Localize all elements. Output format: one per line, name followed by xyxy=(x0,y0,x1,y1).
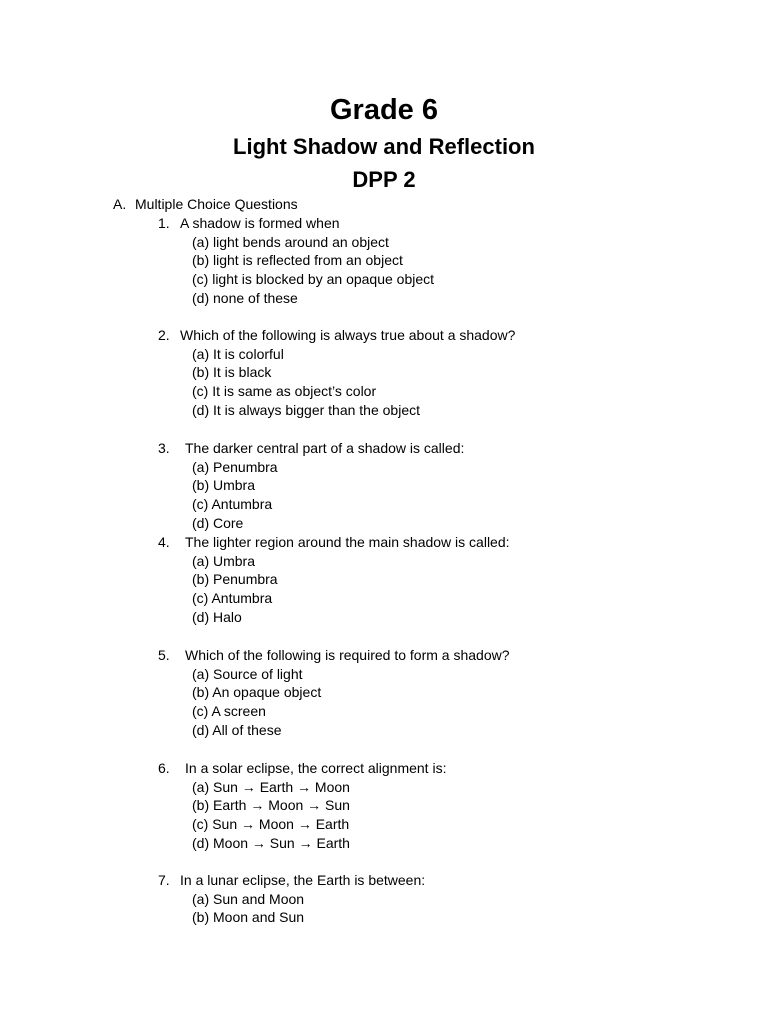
option: (b) It is black xyxy=(192,364,272,381)
question-4 xyxy=(158,533,510,627)
option: (c) It is same as object’s color xyxy=(192,383,377,400)
option: (c) light is blocked by an opaque object xyxy=(192,271,435,288)
option: (c) Sun → Moon → Earth xyxy=(192,816,350,833)
option: (b) Moon and Sun xyxy=(192,909,305,926)
option: (a) Sun → Earth → Moon xyxy=(192,778,350,795)
question-number: 5. xyxy=(158,647,170,663)
option-list xyxy=(158,778,446,853)
question-1 xyxy=(158,214,434,308)
option: (a) Penumbra xyxy=(192,458,278,475)
option: (b) Umbra xyxy=(192,477,256,494)
option: (d) none of these xyxy=(192,289,298,306)
option: (c) Antumbra xyxy=(192,590,273,607)
option: (b) An opaque object xyxy=(192,684,322,701)
option: (a) light bends around an object xyxy=(192,233,389,250)
question-number: 3. xyxy=(158,440,170,456)
section-heading xyxy=(113,195,298,213)
option: (b) light is reflected from an object xyxy=(192,252,403,269)
page-title: Grade 6 xyxy=(330,94,438,126)
option-list xyxy=(158,458,464,533)
option-list xyxy=(158,665,510,740)
option-list xyxy=(158,233,434,308)
question-text: A shadow is formed when xyxy=(180,215,340,231)
question-text: Which of the following is required to form a shadow? xyxy=(185,647,510,663)
question-2 xyxy=(158,326,515,420)
option: (b) Penumbra xyxy=(192,571,278,588)
option-list xyxy=(158,345,515,420)
section-letter: A. xyxy=(113,196,127,212)
question-text: In a solar eclipse, the correct alignment is: xyxy=(185,760,447,776)
question-text: The lighter region around the main shadow is called: xyxy=(185,534,510,550)
question-number: 2. xyxy=(158,327,170,343)
question-number: 1. xyxy=(158,215,170,231)
set-title: DPP 2 xyxy=(352,167,416,192)
question-text: Which of the following is always true about a shadow? xyxy=(180,327,516,343)
option: (a) Umbra xyxy=(192,552,256,569)
question-number: 6. xyxy=(158,760,170,776)
question-text: In a lunar eclipse, the Earth is between: xyxy=(180,872,426,888)
option: (a) It is colorful xyxy=(192,345,284,362)
question-7 xyxy=(158,871,425,927)
option: (b) Earth → Moon → Sun xyxy=(192,797,350,814)
question-6 xyxy=(158,759,446,853)
option: (d) All of these xyxy=(192,721,282,738)
option-list xyxy=(158,890,425,927)
option: (d) Core xyxy=(192,514,244,531)
question-3 xyxy=(158,439,464,533)
option: (a) Source of light xyxy=(192,665,303,682)
question-5 xyxy=(158,646,510,740)
question-number: 4. xyxy=(158,534,170,550)
section-title: Multiple Choice Questions xyxy=(135,196,298,212)
option: (a) Sun and Moon xyxy=(192,890,305,907)
option: (c) A screen xyxy=(192,703,266,720)
question-number: 7. xyxy=(158,872,170,888)
option: (d) Moon → Sun → Earth xyxy=(192,834,350,851)
topic-title: Light Shadow and Reflection xyxy=(233,134,535,159)
option-list xyxy=(158,552,510,627)
option: (d) It is always bigger than the object xyxy=(192,401,421,418)
option: (c) Antumbra xyxy=(192,496,273,513)
question-text: The darker central part of a shadow is called: xyxy=(185,440,465,456)
option: (d) Halo xyxy=(192,608,242,625)
